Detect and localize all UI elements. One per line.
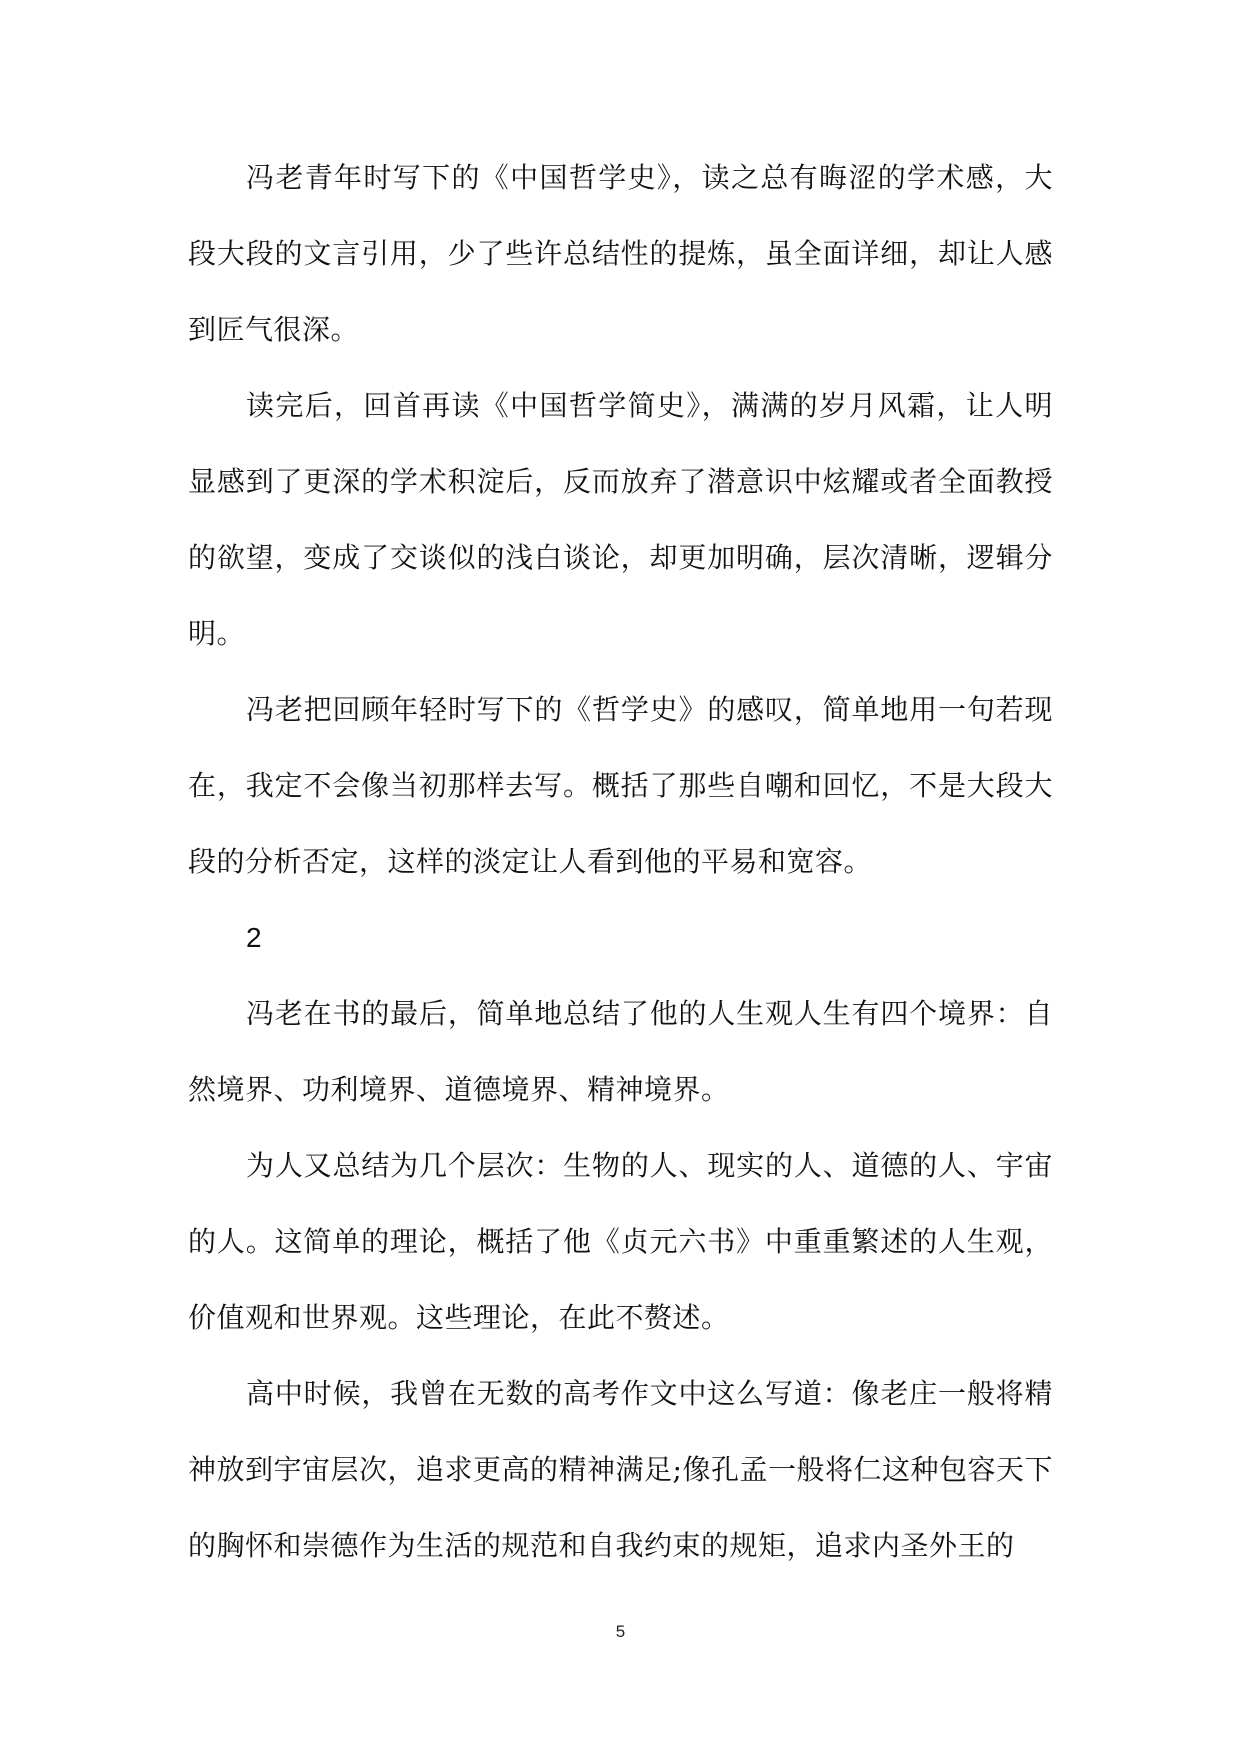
paragraph-4: 冯老在书的最后，简单地总结了他的人生观人生有四个境界：自然境界、功利境界、道德境界、精神境界。 — [188, 997, 1053, 1106]
paragraph-5: 为人又总结为几个层次：生物的人、现实的人、道德的人、宇宙的人。这简单的理论，概括了他《贞元六书》中重重繁述的人生观，价值观和世界观。这些理论，在此不赘述。 — [188, 1149, 1053, 1334]
paragraph-1: 冯老青年时写下的《中国哲学史》，读之总有晦涩的学术感，大段大段的文言引用，少了些许总结性的提炼，虽全面详细，却让人感到匠气很深。 — [188, 161, 1053, 346]
paragraph-3: 冯老把回顾年轻时写下的《哲学史》的感叹，简单地用一句若现在，我定不会像当初那样去写。概括了那些自嘲和回忆，不是大段大段的分析否定，这样的淡定让人看到他的平易和宽容。 — [188, 693, 1053, 878]
paragraph-2: 读完后，回首再读《中国哲学简史》，满满的岁月风霜，让人明显感到了更深的学术积淀后，反而放弃了潜意识中炫耀或者全面教授的欲望，变成了交谈似的浅白谈论，却更加明确，层次清晰，逻辑分明。 — [188, 389, 1053, 650]
section-number: 2 — [246, 922, 262, 953]
document-body — [188, 140, 1053, 1584]
paragraph-6: 高中时候，我曾在无数的高考作文中这么写道：像老庄一般将精神放到宇宙层次，追求更高的精神满足;像孔孟一般将仁这种包容天下的胸怀和崇德作为生活的规范和自我约束的规矩，追求内圣外王的 — [188, 1377, 1053, 1562]
page-number: 5 — [615, 1622, 626, 1641]
